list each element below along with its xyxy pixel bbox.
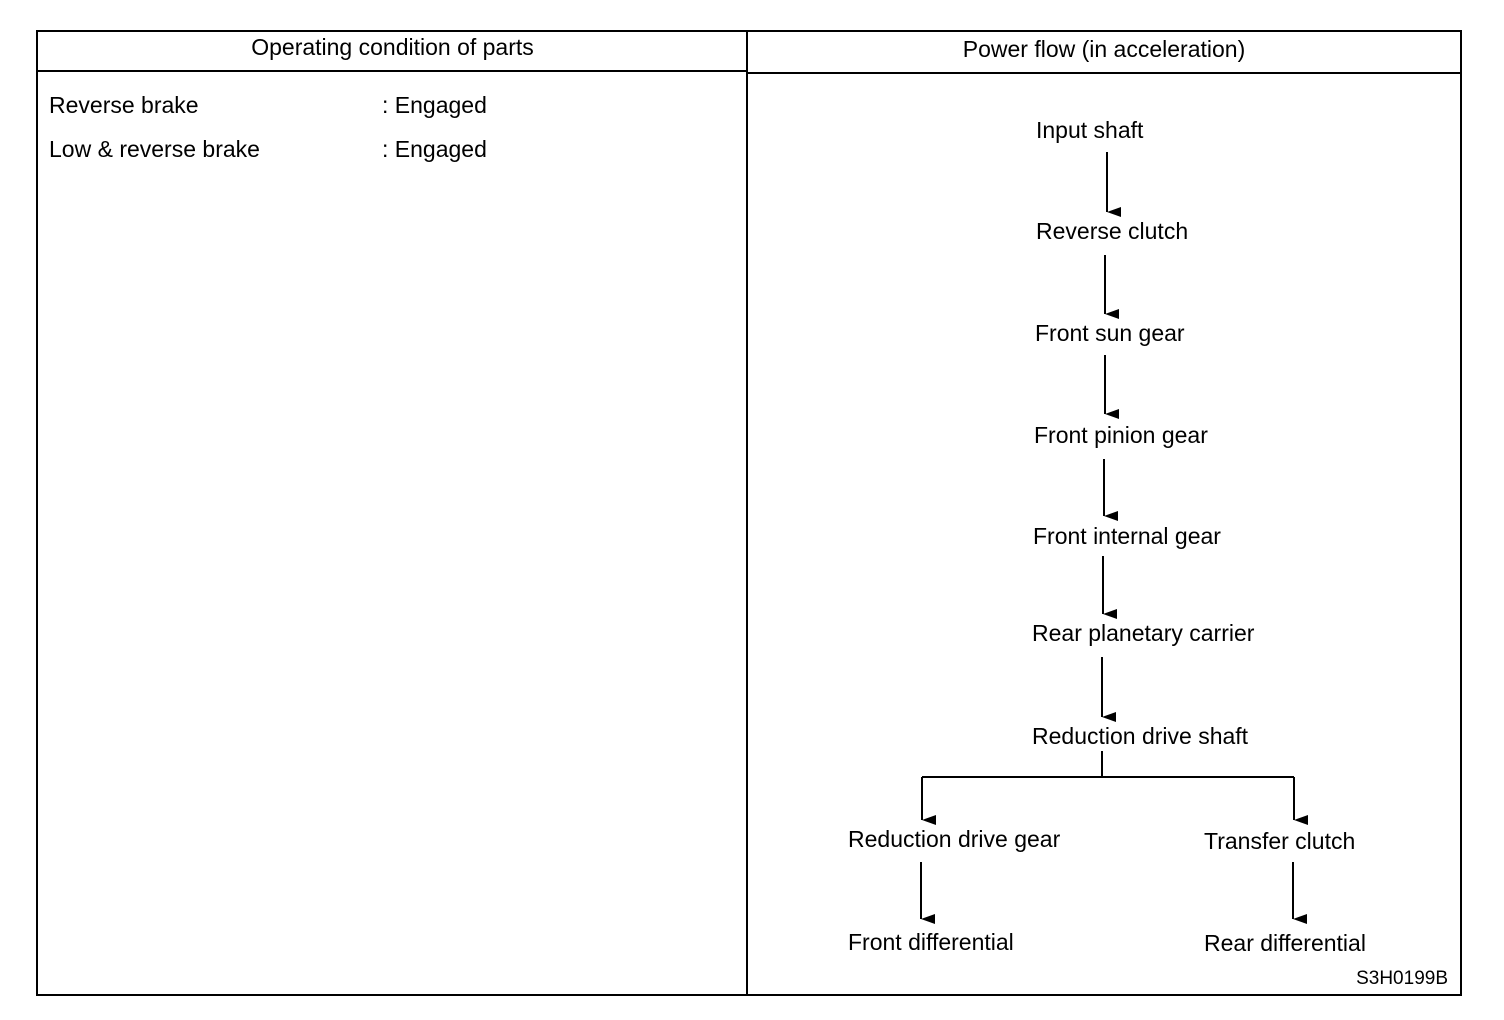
left-column-header: Operating condition of parts	[251, 34, 534, 60]
flow-node-transfer-clutch: Transfer clutch	[1204, 828, 1356, 854]
flow-node-front-pinion-gear: Front pinion gear	[1034, 422, 1208, 448]
flow-node-reduction-drive-shaft: Reduction drive shaft	[1032, 723, 1249, 749]
right-column-header: Power flow (in acceleration)	[962, 36, 1246, 62]
flow-node-front-sun-gear: Front sun gear	[1035, 320, 1185, 346]
flow-node-rear-planetary-carrier: Rear planetary carrier	[1032, 620, 1255, 646]
flow-node-front-internal-gear: Front internal gear	[1033, 523, 1221, 549]
flow-node-front-differential: Front differential	[848, 929, 1014, 955]
flow-node-reverse-clutch: Reverse clutch	[1036, 218, 1189, 244]
flow-node-rear-differential: Rear differential	[1204, 930, 1366, 956]
condition-part: Low & reverse brake	[49, 136, 260, 162]
condition-part: Reverse brake	[49, 92, 199, 118]
condition-state: : Engaged	[382, 92, 487, 118]
figure-code: S3H0199B	[1356, 968, 1448, 989]
flow-node-reduction-drive-gear: Reduction drive gear	[848, 826, 1061, 852]
flow-node-input-shaft: Input shaft	[1036, 117, 1144, 143]
condition-state: : Engaged	[382, 136, 487, 162]
